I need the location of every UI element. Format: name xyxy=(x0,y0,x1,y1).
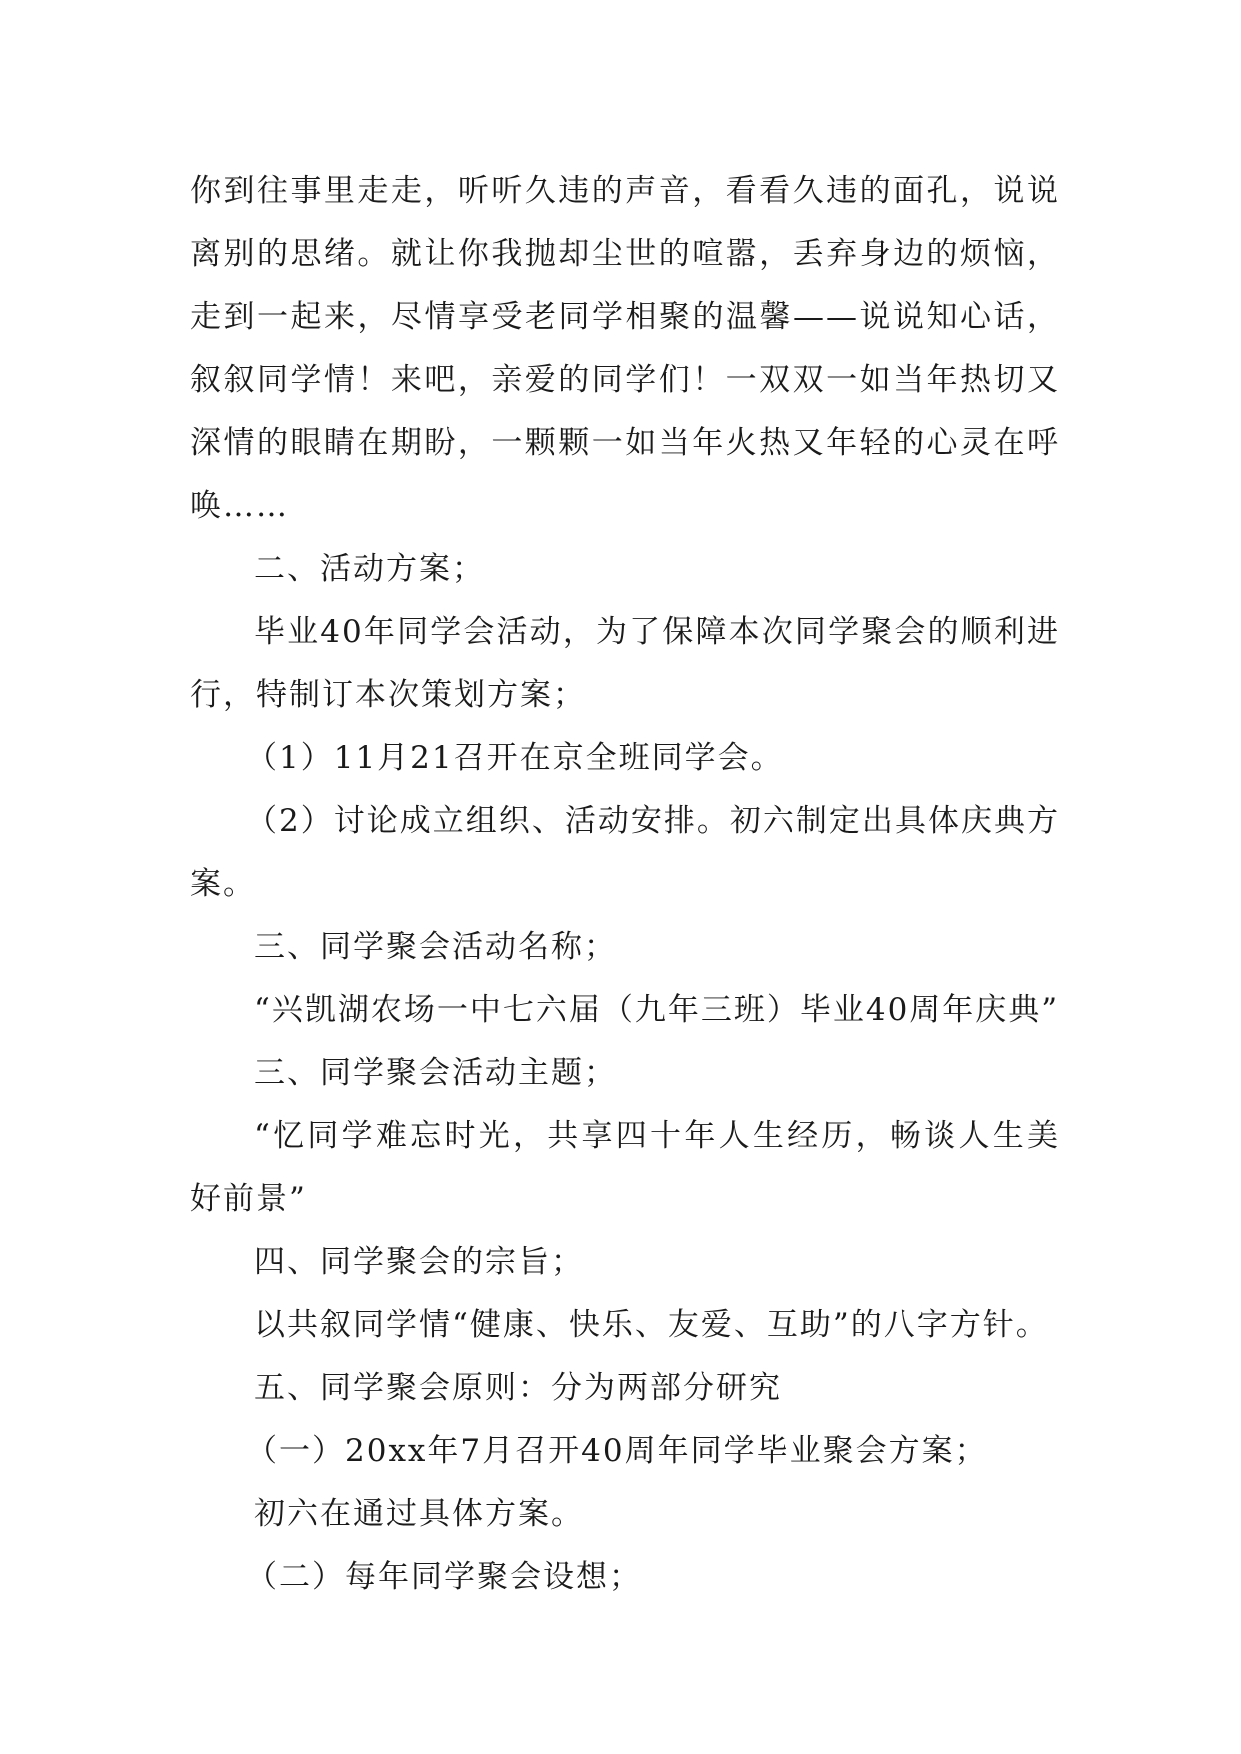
heading-event-purpose: 四、同学聚会的宗旨； xyxy=(254,1244,584,1280)
heading-event-name: 三、同学聚会活动名称； xyxy=(254,929,617,965)
paragraph-principle-1-note: 初六在通过具体方案。 xyxy=(254,1496,584,1532)
paragraph-intro: 你到往事里走走，听听久违的声音，看看久违的面孔，说说离别的思绪。就让你我抛却尘世的喧嚣，丢弃身边的烦恼，走到一起来，尽情享受老同学相聚的温馨——说说知心话，叙叙同学情！来吧，亲爱的同学们！一双双一如当年热切又深情的眼睛在期盼，一颗颗一如当年火热又年轻的心灵在呼唤…… xyxy=(190,173,1060,524)
list-item-plan-2: （2）讨论成立组织、活动安排。初六制定出具体庆典方案。 xyxy=(190,803,1060,902)
heading-event-theme: 三、同学聚会活动主题； xyxy=(254,1055,617,1091)
list-item-plan-1: （1）11月21召开在京全班同学会。 xyxy=(246,740,784,776)
list-item-principle-2: （二）每年同学聚会设想； xyxy=(246,1559,642,1595)
paragraph-event-name: “兴凯湖农场一中七六届（九年三班）毕业40周年庆典” xyxy=(254,992,1060,1028)
list-item-principle-1: （一）20xx年7月召开40周年同学毕业聚会方案； xyxy=(246,1433,988,1469)
paragraph-event-purpose: 以共叙同学情“健康、快乐、友爱、互助”的八字方针。 xyxy=(254,1307,1049,1343)
paragraph-event-theme: “忆同学难忘时光，共享四十年人生经历，畅谈人生美好前景” xyxy=(190,1118,1060,1217)
heading-activity-plan: 二、活动方案； xyxy=(254,551,485,587)
heading-event-principles: 五、同学聚会原则：分为两部分研究 xyxy=(254,1370,782,1406)
document-body xyxy=(190,160,1060,1609)
paragraph-plan-purpose: 毕业40年同学会活动，为了保障本次同学聚会的顺利进行，特制订本次策划方案； xyxy=(190,614,1060,713)
